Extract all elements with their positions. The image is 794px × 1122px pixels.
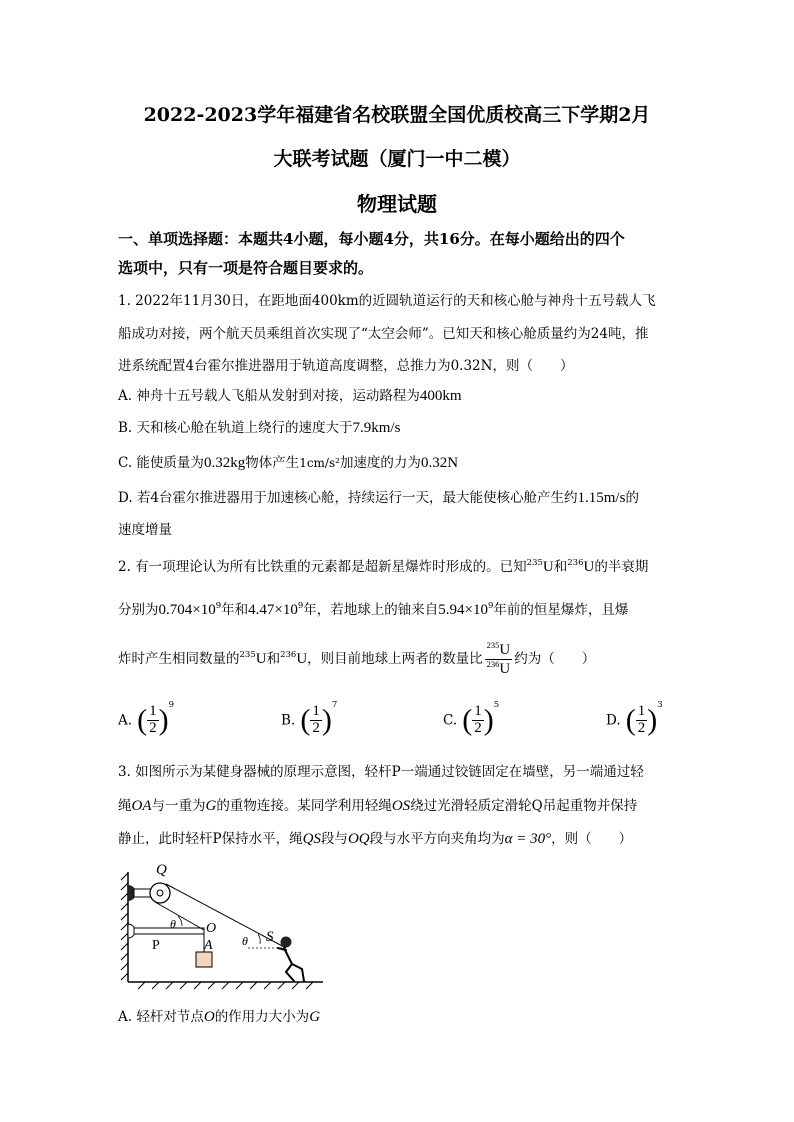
rope-oa: OA [131,798,152,814]
q3-text-6: 段与 [320,831,348,847]
q1-option-b-text: B. 天和核心舱在轨道上绕行的速度大于 [118,420,353,436]
q2-text-8: ，则目前地球上两者的数量比 [307,650,483,667]
exponent: 9 [215,601,222,611]
q1-option-d-line-2: 速度增量 [118,522,172,538]
q1-stem-line-2: 船成功对接，两个航天员乘组首次实现了“太空会师”。已知天和核心舱质量约为24吨，推 [118,326,649,342]
right-paren: ) [321,703,332,737]
half-life-235: 0.704×10 [158,602,216,618]
iso-235: 235 [239,649,256,660]
label-theta-2: θ [242,934,248,948]
q2-text-3: 分别为 [118,602,159,618]
q1-option-a-text: A. 神舟十五号载人飞船从发射到对接，运动路程为 [118,388,420,404]
ratio-fraction [485,641,513,678]
q2-text-5: 年，若地球上的铀来自 [303,602,439,618]
q2-and: 和 [553,559,568,575]
rope-os: OS [391,798,411,814]
exponent: 5 [493,700,500,710]
label-q: Q [156,862,167,878]
title-line-1: 2022-2023学年福建省名校联盟全国优质校高三下学期2月 [143,104,651,126]
uranium-symbol: U [499,642,511,658]
q1-option-a[interactable] [118,384,462,405]
label-a: A [204,938,213,953]
left-paren: ( [300,703,311,737]
q2-option-c[interactable] [443,700,499,737]
q3-text-2: 与一重为 [151,798,206,814]
q2-stem-line-2 [118,598,628,619]
q1-option-c-text-3: 加速度的力为 [339,455,421,471]
rope-oq: OQ [347,831,370,847]
person-head [281,937,292,948]
explosion-time: 5.94×10 [438,602,488,618]
iso-235: 235 [486,640,500,650]
node-o: O [203,1009,215,1025]
uranium-symbol: U [583,559,595,575]
q3-text-7: 段与水平方向夹角均为 [369,831,505,847]
q1-option-c-force: 0.32N [420,455,459,471]
label-theta-1: θ [170,917,176,931]
q3-text-4: 绕过光滑轻质定滑轮Q吊起重物并保持 [410,798,638,814]
fraction [472,704,484,737]
right-paren: ) [158,703,169,737]
weight-g: G [205,798,217,814]
q2-text-7: 炸时产生相同数量的 [118,650,240,667]
section-heading-line-2: 选项中，只有一项是符合题目要求的。 [118,259,374,277]
q2-option-d[interactable] [606,700,663,737]
left-paren: ( [137,703,148,737]
q1-option-c-mass: 0.32kg [203,455,246,471]
exponent: 9 [488,601,494,611]
rope-oq-line [155,902,204,930]
iso-236: 236 [567,558,584,568]
q1-option-d-text: D. 若4台霍尔推进器用于加速核心舱，持续运行一天，最大能使核心舱产生约 [118,490,578,506]
q2-and: 和 [266,650,281,667]
q3-text-8: ，则（ ） [551,831,633,847]
label-o: O [206,921,217,936]
option-label: C. [443,712,458,729]
iso-236: 236 [486,658,500,669]
q2-stem-line-3 [118,641,595,678]
fraction [310,704,322,737]
ground-hatching [138,982,313,989]
q1-stem-line-1: 1. 2022年11月30日，在距地面400km的近圆轨道运行的天和核心舱与神舟十五号载人飞 [118,293,656,309]
q2-stem-line-1 [118,555,648,576]
wall-hatching [121,873,128,980]
exponent: 7 [331,700,338,710]
q3-text-1: 绳 [118,798,132,814]
q1-option-a-value: 400km [419,388,462,404]
option-label: A. [118,712,133,729]
numerator: 1 [637,703,646,720]
fitness-apparatus-diagram [118,860,328,1000]
subtitle: 物理试题 [357,192,437,216]
q1-option-c-acc: 1cm/s² [299,456,340,470]
q3-option-a-text: A. 轻杆对节点 [118,1009,204,1025]
weight-g: G [309,1009,321,1025]
exponent: 9 [297,601,304,611]
half-life-236: 4.47×10 [248,602,298,618]
angle-value: α = 30° [504,831,552,847]
ratio-numerator [485,641,513,660]
fraction [147,704,159,737]
denominator: 2 [474,720,482,736]
q2-text-9: 约为（ ） [514,650,596,667]
q1-option-d-text-2: 的 [625,490,639,506]
uranium-symbol: U [296,650,308,667]
q1-option-b[interactable] [118,416,400,437]
q2-text-2: 的半衰期 [594,559,649,575]
title-line-2: 大联考试题（厦门一中二模） [273,148,521,170]
q3-text-3: 的重物连接。某同学利用轻绳 [216,798,392,814]
left-paren: ( [625,703,636,737]
uranium-symbol: U [542,559,554,575]
option-label: B. [281,712,296,729]
q1-option-c[interactable] [118,451,458,472]
numerator: 1 [312,703,320,720]
q3-stem-line-1: 3. 如图所示为某健身器械的原理示意图，轻杆P一端通过铰链固定在墙壁，另一端通过轻 [118,764,644,780]
fraction [636,704,648,737]
iso-235: 235 [526,558,543,568]
q2-text-1: 2. 有一项理论认为所有比铁重的元素都是超新星爆炸时形成的。已知 [118,559,527,575]
left-paren: ( [462,703,473,737]
denominator: 2 [637,720,646,736]
q2-text-6: 年前的恒星爆炸，且爆 [493,602,629,618]
rod-p [134,928,204,934]
q3-stem-line-2 [118,794,637,815]
person-body [278,948,304,981]
section-heading-line-1: 一、单项选择题：本题共4小题，每小题4分，共16分。在每小题给出的四个 [118,230,625,248]
q1-option-b-value: 7.9km/s [352,420,401,436]
right-paren: ) [647,703,658,737]
q3-option-a-text-2: 的作用力大小为 [214,1009,310,1025]
q2-text-4: 年和 [221,602,249,618]
q1-option-d-value: 1.15m/s [577,490,626,506]
weight-block [196,952,212,967]
uranium-symbol: U [499,660,511,677]
ratio-denominator [487,660,511,678]
q3-stem-line-3 [118,827,632,848]
q1-option-c-text: C. 能使质量为 [118,455,204,471]
iso-236: 236 [280,649,297,660]
label-s: S [266,929,274,945]
q1-stem-line-3: 进系统配置4台霍尔推进器用于轨道高度调整，总推力为0.32N，则（ ） [118,358,574,374]
q2-option-a[interactable] [118,700,174,737]
option-label: D. [606,712,621,729]
right-paren: ) [483,703,494,737]
q2-option-b[interactable] [281,700,337,737]
denominator: 2 [312,720,320,736]
uranium-symbol: U [255,650,267,667]
pulley-axle [157,890,163,896]
numerator: 1 [474,703,482,720]
q3-text-5: 静止，此时轻杆P保持水平，绳 [118,831,303,847]
exponent: 9 [168,700,175,710]
denominator: 2 [149,720,157,736]
q1-option-c-text-2: 物体产生 [245,455,300,471]
numerator: 1 [149,703,157,720]
label-p: P [152,938,160,953]
exponent: 3 [657,700,663,710]
q3-option-a[interactable] [118,1005,320,1026]
rope-qs: QS [302,831,321,847]
angle-arc-2 [258,934,260,944]
q1-option-d[interactable] [118,486,639,507]
